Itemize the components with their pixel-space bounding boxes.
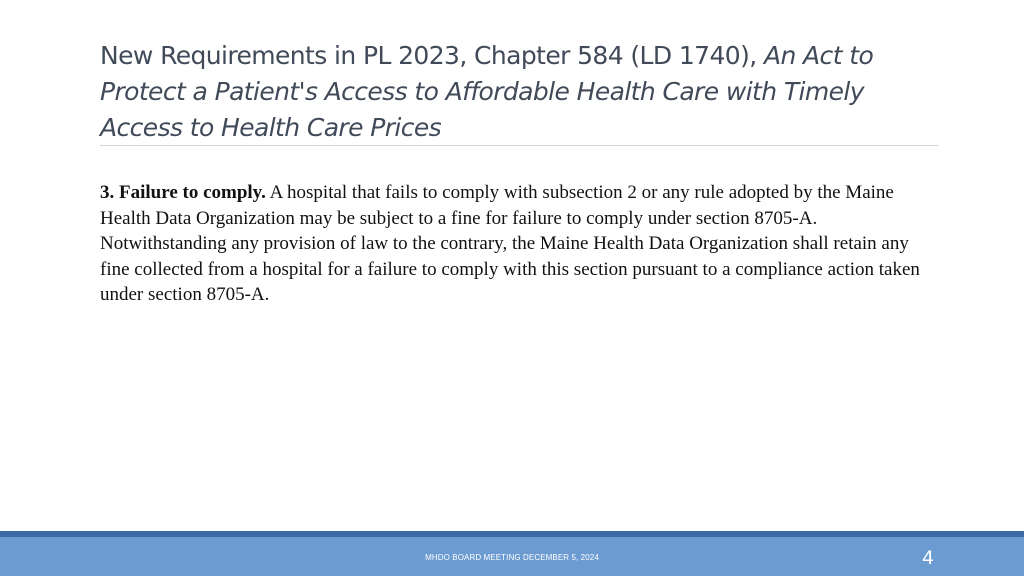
footer-caption: MHDO BOARD MEETING DECEMBER 5, 2024 (425, 553, 599, 562)
footer-bar (0, 537, 1024, 576)
slide-title-plain: New Requirements in PL 2023, Chapter 584 (LD 1740), (100, 41, 764, 70)
body-paragraph (100, 180, 940, 308)
body-text: A hospital that fails to comply with subsection 2 or any rule adopted by the Maine Health Data Organization may be subject to a fine for failure to comply under section 8705-A. Notwithstanding any provision of law to the contrary, the Maine Health Data Organization shall retain any fine collected from a hospital for a failure to comply with this section pursuant to a compliance action taken under section 8705-A. (100, 182, 920, 306)
slide-title-italic: An Act to Protect a Patient's Access to Affordable Health Care with Timely Access to Health Care Prices (100, 41, 874, 142)
title-divider (100, 145, 938, 146)
slide-title (100, 38, 940, 146)
body-lead: 3. Failure to comply. (100, 182, 266, 203)
page-number: 4 (921, 547, 935, 569)
